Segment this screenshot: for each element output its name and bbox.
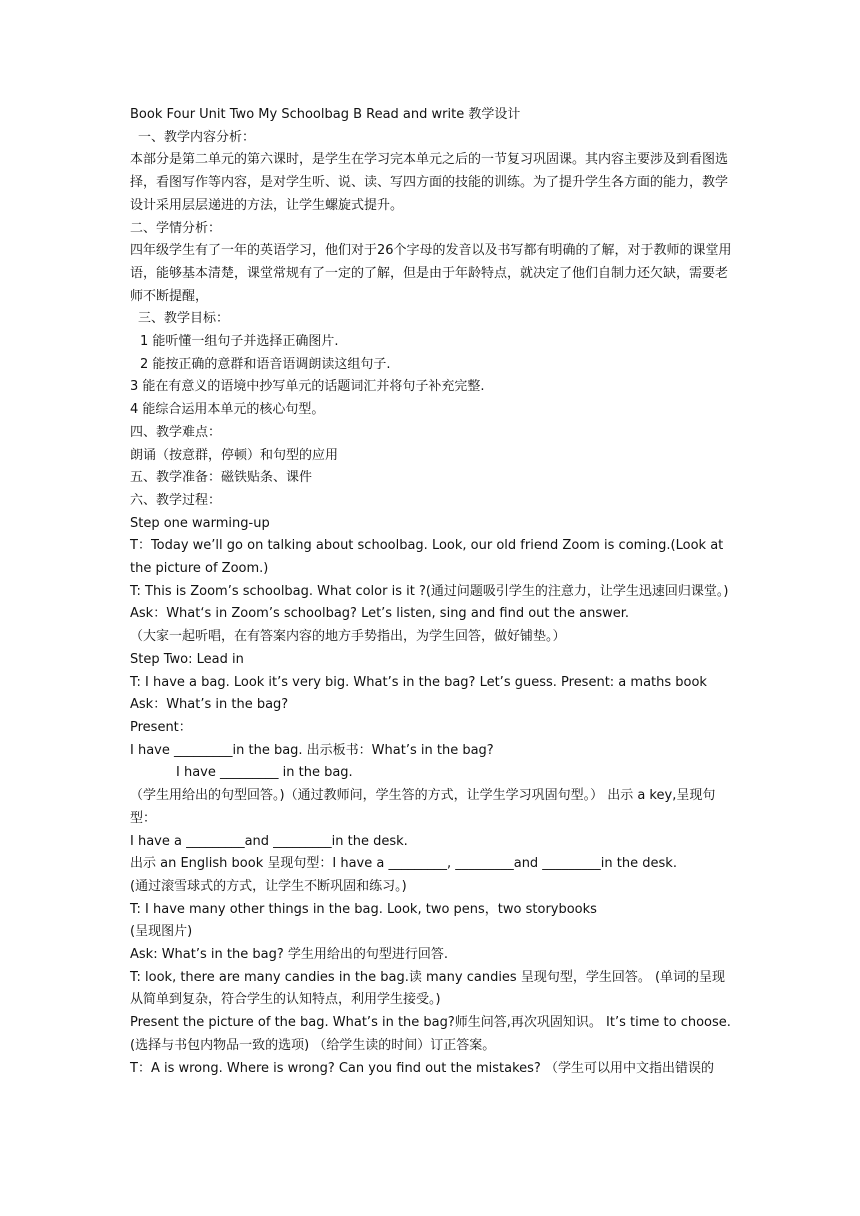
paragraph: Ask：What’s in the bag? bbox=[130, 697, 289, 713]
document-title: Book Four Unit Two My Schoolbag B Read and write 教学设计 bbox=[130, 107, 521, 122]
paragraph: T：A is wrong. Where is wrong? Can you find out the mistakes? （学生可以用中文指出错误的 bbox=[130, 1060, 714, 1076]
paragraph: (通过滚雪球式的方式，让学生不断巩固和练习。) bbox=[130, 878, 407, 894]
paragraph: I have a _________and _________in the desk. bbox=[130, 833, 408, 849]
paragraph: T: This is Zoom’s schoolbag. What color is it ?(通过问题吸引学生的注意力，让学生迅速回归课堂。) bbox=[130, 583, 729, 599]
document-page bbox=[130, 104, 732, 1080]
step-two-heading: Step Two: Lead in bbox=[130, 651, 244, 667]
paragraph: Present the picture of the bag. What’s in the bag?师生问答,再次巩固知识。 It’s time to choose.(选择与书包内物品一致的选项) （给学生读的时间）订正答案。 bbox=[130, 1015, 731, 1053]
section-6-heading: 六、教学过程： bbox=[130, 492, 222, 508]
paragraph: T：Today we’ll go on talking about schoolbag. Look, our old friend Zoom is coming.(Look at the picture of Zoom.) bbox=[130, 538, 724, 577]
goal-1: 1 能听懂一组句子并选择正确图片. bbox=[140, 334, 339, 350]
paragraph: （大家一起听唱，在有答案内容的地方手势指出，为学生回答，做好铺垫。） bbox=[130, 629, 566, 645]
paragraph: (呈现图片) bbox=[130, 924, 193, 940]
goal-3: 3 能在有意义的语境中抄写单元的话题词汇并将句子补充完整. bbox=[130, 379, 485, 395]
goal-2: 2 能按正确的意群和语音语调朗读这组句子. bbox=[140, 356, 391, 372]
paragraph: T: I have a bag. Look it’s very big. What’s in the bag? Let’s guess. Present: a maths book bbox=[130, 674, 707, 690]
section-2-heading: 二、学情分析： bbox=[130, 220, 222, 236]
section-4-heading: 四、教学难点： bbox=[130, 424, 222, 440]
paragraph: T: look, there are many candies in the bag.读 many candies 呈现句型，学生回答。 (单词的呈现从简单到复杂，符合学生的认知特点，利用学生接受。) bbox=[130, 969, 726, 1008]
section-2-paragraph: 四年级学生有了一年的英语学习，他们对于26个字母的发音以及书写都有明确的了解，对于教师的课堂用语，能够基本清楚，课堂常规有了一定的了解，但是由于年龄特点，就决定了他们自制力还欠缺，需要老师不断提醒， bbox=[130, 243, 732, 304]
paragraph: 出示 an English book 呈现句型：I have a _________, _________and _________in the desk. bbox=[130, 856, 677, 872]
paragraph: Ask: What’s in the bag? 学生用给出的句型进行回答. bbox=[130, 947, 448, 963]
goal-4: 4 能综合运用本单元的核心句型。 bbox=[130, 402, 325, 418]
paragraph: Ask：What‘s in Zoom’s schoolbag? Let’s listen, sing and find out the answer. bbox=[130, 606, 630, 622]
paragraph: I have _________ in the bag. bbox=[176, 765, 353, 781]
paragraph: I have _________in the bag. 出示板书：What’s in the bag? bbox=[130, 742, 494, 758]
paragraph: T: I have many other things in the bag. Look, two pens，two storybooks bbox=[130, 901, 597, 917]
section-3-heading: 三、教学目标： bbox=[138, 311, 230, 327]
paragraph: Present： bbox=[130, 719, 192, 735]
step-one-heading: Step one warming-up bbox=[130, 515, 270, 531]
paragraph: （学生用给出的句型回答。)（通过教师问，学生答的方式，让学生学习巩固句型。） 出示 a key,呈现句型： bbox=[130, 788, 716, 826]
section-4-paragraph: 朗诵（按意群，停顿）和句型的应用 bbox=[130, 447, 339, 463]
section-1-heading: 一、教学内容分析： bbox=[138, 129, 256, 145]
section-5: 五、教学准备：磁铁贴条、课件 bbox=[130, 470, 313, 486]
section-1-paragraph: 本部分是第二单元的第六课时，是学生在学习完本单元之后的一节复习巩固课。其内容主要涉及到看图选择，看图写作等内容，是对学生听、说、读、写四方面的技能的训练。为了提升学生各方面的能力，教学设计采用层层递进的方法，让学生螺旋式提升。 bbox=[130, 152, 729, 213]
